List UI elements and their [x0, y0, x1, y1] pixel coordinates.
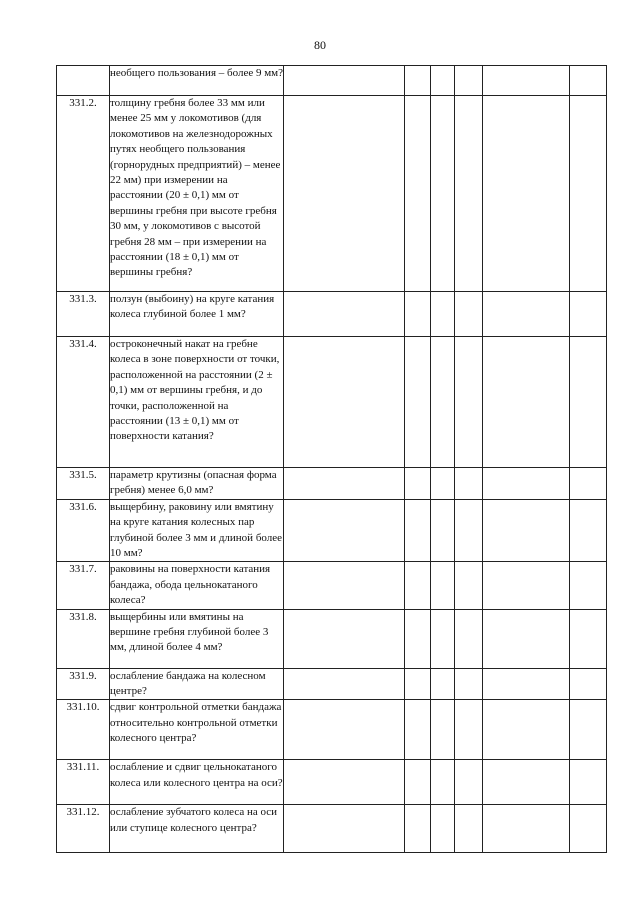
answer-cell	[455, 562, 483, 609]
answer-cell	[570, 96, 607, 292]
answer-cell	[405, 96, 431, 292]
answer-cell	[431, 499, 455, 562]
answer-cell	[483, 66, 570, 96]
answer-cell	[431, 96, 455, 292]
question-text: ослабление бандажа на колесном центре?	[110, 668, 284, 700]
answer-cell	[570, 700, 607, 760]
answer-cell	[455, 66, 483, 96]
answer-cell	[483, 292, 570, 337]
item-number: 331.8.	[57, 609, 110, 668]
answer-cell	[431, 760, 455, 805]
item-number: 331.4.	[57, 337, 110, 468]
answer-cell	[431, 337, 455, 468]
answer-cell	[455, 292, 483, 337]
question-text: ослабление и сдвиг цельнокатаного колеса или колесного центра на оси?	[110, 760, 284, 805]
question-text: выщербины или вмятины на вершине гребня глубиной более 3 мм, длиной более 4 мм?	[110, 609, 284, 668]
table-row	[57, 805, 607, 853]
answer-cell	[431, 562, 455, 609]
answer-cell	[284, 96, 405, 292]
answer-cell	[483, 562, 570, 609]
answer-cell	[431, 292, 455, 337]
answer-cell	[431, 668, 455, 700]
item-number: 331.6.	[57, 499, 110, 562]
item-number: 331.7.	[57, 562, 110, 609]
answer-cell	[455, 805, 483, 853]
item-number: 331.3.	[57, 292, 110, 337]
answer-cell	[405, 700, 431, 760]
answer-cell	[570, 468, 607, 500]
table-row	[57, 562, 607, 609]
question-text: ползун (выбоину) на круге катания колеса глубиной более 1 мм?	[110, 292, 284, 337]
answer-cell	[284, 609, 405, 668]
answer-cell	[405, 668, 431, 700]
answer-cell	[455, 499, 483, 562]
question-text: необщего пользования – более 9 мм?	[110, 66, 284, 96]
item-number: 331.5.	[57, 468, 110, 500]
question-text: толщину гребня более 33 мм или менее 25 мм у локомотивов (для локомотивов на железнодорожных путях необщего пользования (горнорудных предприятий) – менее 22 мм) при измерении на расстоянии (20 ± 0,1) мм от вершины гребня при высоте гребня 30 мм, у локомотивов с высотой гребня 28 мм – при измерении на расстоянии (18 ± 0,1) мм от вершины гребня?	[110, 96, 284, 292]
answer-cell	[431, 468, 455, 500]
question-text: раковины на поверхности катания бандажа, обода цельнокатаного колеса?	[110, 562, 284, 609]
answer-cell	[483, 468, 570, 500]
question-text: параметр крутизны (опасная форма гребня) менее 6,0 мм?	[110, 468, 284, 500]
question-text: ослабление зубчатого колеса на оси или ступице колесного центра?	[110, 805, 284, 853]
answer-cell	[570, 292, 607, 337]
answer-cell	[570, 337, 607, 468]
answer-cell	[570, 609, 607, 668]
item-number: 331.9.	[57, 668, 110, 700]
question-text: остроконечный накат на гребне колеса в зоне поверхности от точки, расположенной на расстоянии (2 ± 0,1) мм от вершины гребня, и до точки, расположенной на расстоянии (13 ± 0,1) мм от поверхности катания?	[110, 337, 284, 468]
table-row	[57, 700, 607, 760]
answer-cell	[431, 66, 455, 96]
answer-cell	[284, 668, 405, 700]
answer-cell	[405, 337, 431, 468]
table-row	[57, 96, 607, 292]
page-number: 80	[314, 38, 326, 52]
answer-cell	[405, 562, 431, 609]
answer-cell	[405, 292, 431, 337]
answer-cell	[483, 609, 570, 668]
answer-cell	[284, 337, 405, 468]
answer-cell	[570, 66, 607, 96]
answer-cell	[455, 668, 483, 700]
answer-cell	[483, 700, 570, 760]
answer-cell	[431, 609, 455, 668]
answer-cell	[483, 668, 570, 700]
item-number: 331.2.	[57, 96, 110, 292]
table-row	[57, 760, 607, 805]
answer-cell	[455, 700, 483, 760]
answer-cell	[570, 668, 607, 700]
answer-cell	[405, 609, 431, 668]
answer-cell	[483, 337, 570, 468]
answer-cell	[405, 805, 431, 853]
answer-cell	[570, 760, 607, 805]
question-text: сдвиг контрольной отметки бандажа относительно контрольной отметки колесного центра?	[110, 700, 284, 760]
answer-cell	[455, 96, 483, 292]
answer-cell	[405, 499, 431, 562]
table-row	[57, 66, 607, 96]
table-row	[57, 337, 607, 468]
answer-cell	[483, 499, 570, 562]
answer-cell	[405, 66, 431, 96]
answer-cell	[483, 805, 570, 853]
answer-cell	[405, 468, 431, 500]
table-row	[57, 292, 607, 337]
answer-cell	[284, 700, 405, 760]
item-number: 331.10.	[57, 700, 110, 760]
answer-cell	[284, 562, 405, 609]
answer-cell	[483, 760, 570, 805]
answer-cell	[284, 805, 405, 853]
question-text: выщербину, раковину или вмятину на круге катания колесных пар глубиной более 3 мм и длиной более 10 мм?	[110, 499, 284, 562]
answer-cell	[570, 562, 607, 609]
item-number	[57, 66, 110, 96]
answer-cell	[405, 760, 431, 805]
answer-cell	[570, 499, 607, 562]
answer-cell	[455, 609, 483, 668]
answer-cell	[284, 66, 405, 96]
answer-cell	[431, 805, 455, 853]
answer-cell	[483, 96, 570, 292]
answer-cell	[570, 805, 607, 853]
checklist-table	[56, 65, 607, 853]
answer-cell	[284, 292, 405, 337]
table-row	[57, 468, 607, 500]
answer-cell	[431, 700, 455, 760]
table-row	[57, 668, 607, 700]
table-row	[57, 609, 607, 668]
answer-cell	[284, 468, 405, 500]
answer-cell	[455, 337, 483, 468]
item-number: 331.12.	[57, 805, 110, 853]
item-number: 331.11.	[57, 760, 110, 805]
answer-cell	[284, 760, 405, 805]
answer-cell	[284, 499, 405, 562]
answer-cell	[455, 468, 483, 500]
answer-cell	[455, 760, 483, 805]
table-row	[57, 499, 607, 562]
